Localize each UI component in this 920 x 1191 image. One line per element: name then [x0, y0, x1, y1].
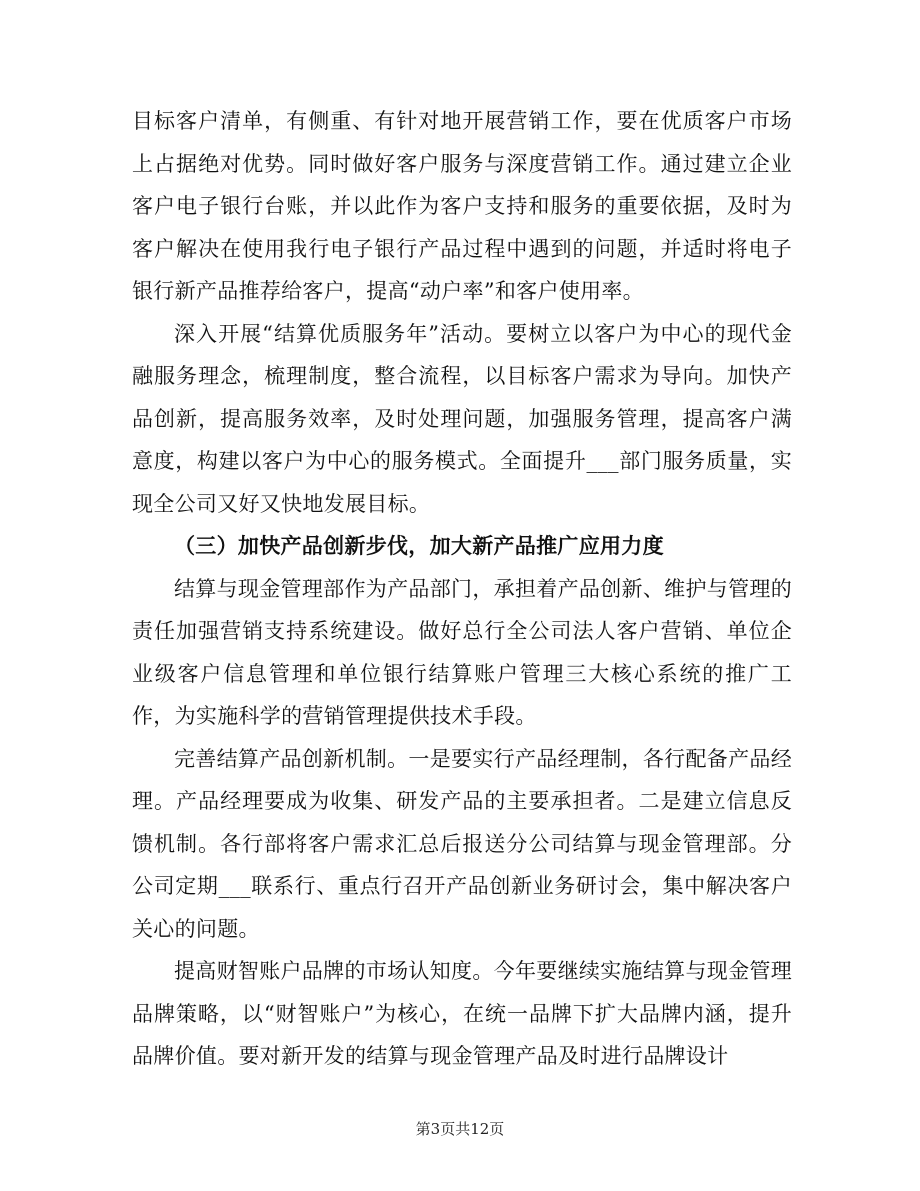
page-number-footer: 第3页共12页 — [415, 1120, 505, 1138]
paragraph-continuation: 目标客户清单，有侧重、有针对地开展营销工作，要在优质客户市场上占据绝对优势。同时做好客户服务与深度营销工作。通过建立企业客户电子银行台账，并以此作为客户支持和服务的重要依据，及时为客户解决在使用我行电子银行产品过程中遇到的问题，并适时将电子银行新产品推荐给客户，提高“动户率”和客户使用率。 — [132, 109, 792, 303]
document-body — [132, 100, 792, 1078]
section-heading: （三）加快产品创新步伐，加大新产品推广应用力度 — [174, 533, 664, 558]
paragraph-brand-awareness: 提高财智账户品牌的市场认知度。今年要继续实施结算与现金管理品牌策略，以“财智账户”为核心，在统一品牌下扩大品牌内涵，提升品牌价值。要对新开发的结算与现金管理产品及时进行品牌设计 — [132, 959, 792, 1068]
paragraph-product-dept: 结算与现金管理部作为产品部门，承担着产品创新、维护与管理的责任加强营销支持系统建设。做好总行全公司法人客户营销、单位企业级客户信息管理和单位银行结算账户管理三大核心系统的推广工作，为实施科学的营销管理提供技术手段。 — [132, 576, 792, 728]
paragraph-service-year: 深入开展“结算优质服务年”活动。要树立以客户为中心的现代金融服务理念，梳理制度，整合流程，以目标客户需求为导向。加快产品创新，提高服务效率，及时处理问题，加强服务管理，提高客户满意度，构建以客户为中心的服务模式。全面提升___部门服务质量，实现全公司又好又快地发展目标。 — [132, 321, 792, 516]
paragraph-innovation-mechanism: 完善结算产品创新机制。一是要实行产品经理制，各行配备产品经理。产品经理要成为收集、研发产品的主要承担者。二是建立信息反馈机制。各行部将客户需求汇总后报送分公司结算与现金管理部。分公司定期___联系行、重点行召开产品创新业务研讨会，集中解决客户关心的问题。 — [132, 746, 792, 941]
